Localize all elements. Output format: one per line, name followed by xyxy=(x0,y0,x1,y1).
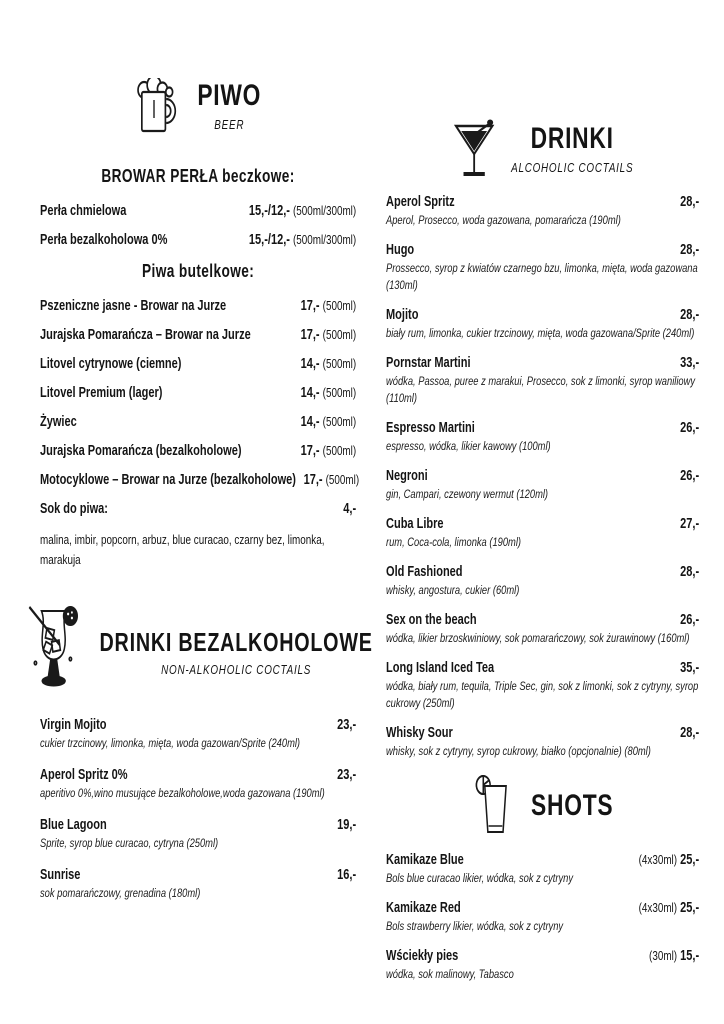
menu-row xyxy=(386,242,699,258)
shot-glass-icon xyxy=(472,774,516,838)
item-name: Pszeniczne jasne - Browar na Jurze xyxy=(40,298,227,314)
item-ingredients: whisky, sok z cytryny, syrop cukrowy, białko (opcjonalnie) (80ml) xyxy=(386,743,651,758)
item-ingredients: aperitivo 0%,wino musujące bezalkoholowe,woda gazowana (190ml) xyxy=(40,785,325,800)
price-value: 15,- xyxy=(680,947,700,964)
menu-row xyxy=(40,443,356,459)
menu-item xyxy=(386,660,699,712)
item-price xyxy=(304,472,360,488)
item-name: Motocyklowe – Browar na Jurze (bezalkoholowe) xyxy=(40,472,296,488)
menu-row xyxy=(40,356,356,372)
item-name: Litovel Premium (lager) xyxy=(40,385,163,401)
item-name: Sex on the beach xyxy=(386,611,477,628)
section-title-drinki-bezalkoholowe: DRINKI BEZALKOHOLOWE xyxy=(99,627,373,658)
beer-section-titles xyxy=(197,80,261,132)
menu-item xyxy=(386,852,699,887)
menu-item xyxy=(386,564,699,599)
cocktail-list xyxy=(386,194,699,760)
price-unit: (500ml) xyxy=(322,298,357,313)
menu-row xyxy=(386,725,699,741)
price-value: 15,-/12,- xyxy=(248,232,290,248)
item-ingredients: Aperol, Prosecco, woda gazowana, pomarańcza (190ml) xyxy=(386,213,621,227)
item-name: Cuba Libre xyxy=(386,515,444,532)
right-column xyxy=(386,118,699,995)
item-price: 28,- xyxy=(680,724,700,741)
section-title-shots: SHOTS xyxy=(531,788,614,822)
item-ingredients: Prossecco, syrop z kwiatów czarnego bzu, limonka, mięta, woda gazowana (130ml) xyxy=(386,260,698,292)
item-price: 28,- xyxy=(680,306,700,323)
price-value: 14,- xyxy=(300,356,320,372)
menu-row xyxy=(386,420,699,436)
item-name: Sunrise xyxy=(40,866,81,883)
menu-item xyxy=(386,194,699,229)
hurricane-glass-icon xyxy=(24,603,85,703)
item-price: 23,- xyxy=(337,766,357,783)
menu-row xyxy=(386,852,699,868)
item-price xyxy=(301,414,357,430)
item-ingredients: Bols blue curacao likier, wódka, sok z cytryny xyxy=(386,870,573,885)
menu-row xyxy=(40,385,356,401)
shot-list xyxy=(386,852,699,983)
menu-row xyxy=(386,900,699,916)
menu-item xyxy=(386,725,699,760)
item-name: Perła bezalkoholowa 0% xyxy=(40,232,168,248)
item-name: Żywiec xyxy=(40,414,77,430)
menu-item xyxy=(40,767,356,802)
section-subtitle-beer: BEER xyxy=(214,116,245,132)
menu-item xyxy=(40,817,356,852)
item-name: Negroni xyxy=(386,467,428,484)
item-name: Aperol Spritz xyxy=(386,194,455,210)
item-ingredients: wódka, Passoa, puree z marakui, Prosecco, sok z limonki, syrop waniliowy (110ml) xyxy=(386,373,696,405)
menu-item xyxy=(386,307,699,342)
draft-beer-list xyxy=(40,203,356,248)
item-ingredients: wódka, likier brzoskwiniowy, sok pomarańczowy, sok żurawinowy (160ml) xyxy=(386,630,690,645)
menu-item xyxy=(386,420,699,455)
item-name: Blue Lagoon xyxy=(40,816,107,833)
menu-row xyxy=(386,612,699,628)
item-price xyxy=(301,298,357,314)
item-price: 26,- xyxy=(680,419,700,436)
menu-row xyxy=(40,767,356,783)
menu-item xyxy=(386,900,699,935)
bottled-beer-list xyxy=(40,298,360,488)
item-name: Wściekły pies xyxy=(386,947,459,964)
item-price xyxy=(649,948,699,964)
item-price xyxy=(249,203,356,219)
non-alcoholic-section-titles xyxy=(100,629,373,676)
price-unit: (500ml) xyxy=(322,414,357,429)
item-price: 23,- xyxy=(337,717,357,733)
menu-row xyxy=(40,414,356,430)
menu-row xyxy=(40,203,356,219)
item-name: Virgin Mojito xyxy=(40,717,107,733)
price-unit: (500ml) xyxy=(322,443,357,458)
price-unit: (500ml) xyxy=(322,327,357,342)
menu-row xyxy=(386,564,699,580)
item-ingredients: Bols strawberry likier, wódka, sok z cytryny xyxy=(386,918,564,933)
heading-draft-beers: BROWAR PERŁA beczkowe: xyxy=(101,166,295,186)
item-price xyxy=(301,327,357,343)
item-name: Long Island Iced Tea xyxy=(386,659,495,676)
menu-row xyxy=(40,472,360,488)
price-value: 17,- xyxy=(300,327,320,343)
item-name: Aperol Spritz 0% xyxy=(40,766,128,783)
price-unit: (500ml) xyxy=(325,472,360,487)
item-name: Old Fashioned xyxy=(386,563,463,580)
price-value: 17,- xyxy=(303,472,323,488)
item-price: 26,- xyxy=(680,611,700,628)
menu-item xyxy=(40,867,356,902)
item-price: 28,- xyxy=(680,241,700,258)
menu-row xyxy=(40,298,356,314)
shots-section-header xyxy=(386,774,699,838)
price-value: 14,- xyxy=(300,385,320,401)
price-portion: (4x30ml) xyxy=(638,899,678,915)
beer-mug-icon xyxy=(135,78,182,134)
item-ingredients: wódka, biały rum, tequila, Triple Sec, gin, sok z limonki, sok z cytryny, syrop cukrowy (250ml) xyxy=(386,678,699,710)
martini-glass-icon xyxy=(452,118,496,180)
item-ingredients: whisky, angostura, cukier (60ml) xyxy=(386,582,520,597)
menu-item xyxy=(386,516,699,551)
price-unit: (500ml/300ml) xyxy=(293,203,357,218)
menu-row xyxy=(40,817,356,833)
menu-item xyxy=(386,948,699,983)
menu-row xyxy=(386,355,699,371)
item-price: 16,- xyxy=(337,866,357,883)
price-value: 17,- xyxy=(300,443,320,459)
price-unit: (500ml) xyxy=(322,356,357,371)
item-ingredients: gin, Campari, czewony wermut (120ml) xyxy=(386,486,549,501)
item-ingredients: Sprite, syrop blue curacao, cytryna (250ml) xyxy=(40,835,219,850)
item-name: Kamikaze Blue xyxy=(386,851,464,868)
section-title-piwo: PIWO xyxy=(197,79,262,113)
item-price: 28,- xyxy=(680,563,700,580)
menu-row xyxy=(386,516,699,532)
item-price: 35,- xyxy=(680,659,700,676)
item-price xyxy=(249,232,356,248)
item-price: 33,- xyxy=(680,354,700,371)
beer-juice-flavors: malina, imbir, popcorn, arbuz, blue curacao, czarny bez, limonka, marakuja xyxy=(40,532,325,567)
cocktails-section-header xyxy=(386,118,699,180)
item-price xyxy=(639,900,700,916)
heading-bottled-beers: Piwa butelkowe: xyxy=(142,261,255,281)
menu-item xyxy=(386,468,699,503)
item-name: Perła chmielowa xyxy=(40,203,127,219)
price-portion: (4x30ml) xyxy=(638,851,678,867)
left-column xyxy=(40,78,373,917)
section-subtitle-alcoholic: ALCOHOLIC COCTAILS xyxy=(511,159,634,175)
item-name: Sok do piwa: xyxy=(40,501,108,517)
item-ingredients: cukier trzcinowy, limonka, mięta, woda gazowan/Sprite (240ml) xyxy=(40,736,301,750)
item-price: 26,- xyxy=(680,467,700,484)
item-price xyxy=(301,385,357,401)
item-ingredients: biały rum, limonka, cukier trzcinowy, mięta, woda gazowana/Sprite (240ml) xyxy=(386,325,695,340)
menu-row xyxy=(386,194,699,210)
item-ingredients: rum, Coca-cola, limonka (190ml) xyxy=(386,534,522,549)
section-subtitle-non-alkoholic: NON-ALKOHOLIC COCTAILS xyxy=(161,661,312,677)
item-name: Litovel cytrynowe (ciemne) xyxy=(40,356,182,372)
item-ingredients: sok pomarańczowy, grenadina (180ml) xyxy=(40,885,201,900)
item-price xyxy=(639,852,700,868)
item-name: Pornstar Martini xyxy=(386,354,471,371)
menu-row xyxy=(386,307,699,323)
item-price xyxy=(301,356,357,372)
menu-item xyxy=(386,612,699,647)
item-price xyxy=(301,443,357,459)
price-portion: (30ml) xyxy=(649,947,678,963)
menu-row xyxy=(40,867,356,883)
menu-row xyxy=(40,232,356,248)
item-name: Mojito xyxy=(386,306,419,323)
item-ingredients: wódka, sok malinowy, Tabasco xyxy=(386,966,514,981)
non-alcoholic-section-header xyxy=(40,603,373,703)
menu-row xyxy=(386,660,699,676)
price-value: 15,-/12,- xyxy=(248,203,290,219)
menu-row xyxy=(386,468,699,484)
menu-item xyxy=(40,717,356,752)
item-name: Espresso Martini xyxy=(386,419,475,436)
non-alcoholic-drink-list xyxy=(40,717,356,902)
menu-row xyxy=(386,948,699,964)
item-name: Jurajska Pomarańcza (bezalkoholowe) xyxy=(40,443,242,459)
price-value: 14,- xyxy=(300,414,320,430)
price-unit: (500ml/300ml) xyxy=(293,232,357,247)
item-name: Jurajska Pomarańcza – Browar na Jurze xyxy=(40,327,251,343)
menu-row xyxy=(40,327,356,343)
menu-item xyxy=(386,242,699,294)
price-value: 17,- xyxy=(300,298,320,314)
item-price: 27,- xyxy=(680,515,700,532)
item-ingredients: espresso, wódka, likier kawowy (100ml) xyxy=(386,438,551,453)
item-price: 28,- xyxy=(680,194,700,210)
item-price: 4,- xyxy=(343,501,357,517)
item-name: Hugo xyxy=(386,241,415,258)
menu-item xyxy=(386,355,699,407)
price-unit: (500ml) xyxy=(322,385,357,400)
price-value: 25,- xyxy=(680,899,700,916)
section-title-drinki: DRINKI xyxy=(530,122,614,156)
item-price: 19,- xyxy=(337,816,357,833)
shots-section-titles xyxy=(531,790,613,822)
menu-row xyxy=(40,717,356,733)
item-name: Whisky Sour xyxy=(386,724,453,741)
item-name: Kamikaze Red xyxy=(386,899,461,916)
beer-section-header xyxy=(40,78,356,134)
beer-juice-row xyxy=(40,501,356,517)
cocktails-section-titles xyxy=(511,123,633,175)
price-value: 25,- xyxy=(680,851,700,868)
